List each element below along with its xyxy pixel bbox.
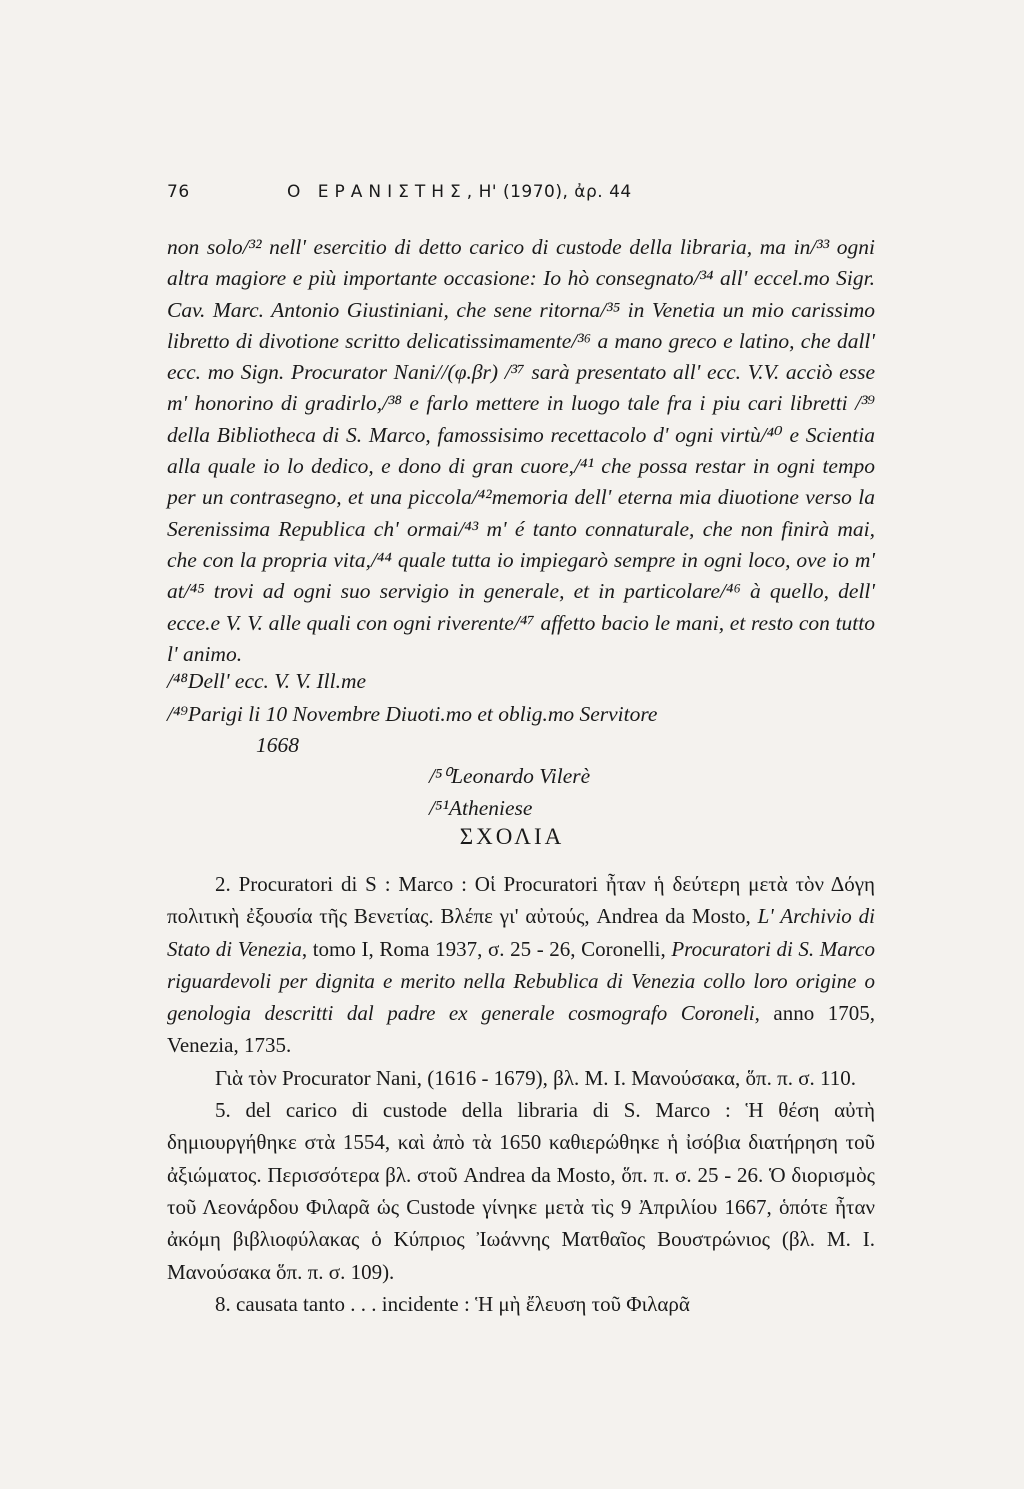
scholia-heading: ΣΧΟΛΙΑ bbox=[459, 824, 565, 849]
letter-paragraph: non solo/³² nell' esercitio di detto carico di custode della libraria, ma in/³³ ogni altra magiore e più importante occasione: Io hò consegnato/³⁴ all' eccel.mo Sigr. Cav. Marc. Antonio Giustiniani, che sene ritorna/³⁵ in Venetia un mio carissimo libretto di divotione scritto delicatissimamente/³⁶ a mano greco e latino, che dall' ecc. mo Sign. Procurator Nani//(φ.βr) /³⁷ sarà presentato all' ecc. V.V. acciò esse m' honorino di gradirlo,/³⁸ e farlo mettere in luogo tale fra i piu cari libretti /³⁹ della Bibliotheca di S. Marco, famossisimo recettacolo d' ogni virtù/⁴⁰ e Scientia alla quale io lo dedico, e dono di gran cuore,/⁴¹ che possa restar in ogni tempo per un contrasegno, et una piccola/⁴²memoria dell' eterna mia diuotione verso la Serenissima Republica ch' ormai/⁴³ m' é tanto connaturale, che non finirà mai, che con la propria vita,/⁴⁴ quale tutta io impiegarò sempre in ogni loco, ove io m' at/⁴⁵ trovi ad ogni suo servigio in generale, et in particolare/⁴⁶ à quello, dell' ecce.e V. V. alle quali con ogni riverente/⁴⁷ affetto bacio le mani, et resto con tutto l' animo. bbox=[167, 235, 875, 666]
note-text: , tomo I, Roma 1937, σ. 25 - 26, Coronelli, bbox=[301, 936, 672, 961]
note-text: 2. Procuratori di S : Marco : Οἱ Procuratori ἦταν ἡ δεύτερη μετὰ τὸν Δόγη πολιτικὴ ἐξουσία τῆς Βενετίας. Βλέπε γι' αὐτούς, Andrea da Mosto, bbox=[167, 872, 875, 929]
note-italic: L' Archivio di Stato di Venezia bbox=[167, 904, 875, 961]
signature-name: /⁵⁰Leonardo Vilerè bbox=[429, 764, 591, 788]
year: 1668 bbox=[256, 733, 299, 757]
note-text: , anno 1705, Venezia, 1735. bbox=[167, 1001, 875, 1058]
notes-section bbox=[167, 868, 875, 1320]
note-italic: Procuratori di S. Marco riguardevoli per dignita e merito nella Rebublica di Venezia collo loro origine o genologia descritti dal padre ex generale cosmografo Coroneli bbox=[167, 936, 875, 1026]
journal-title: Ο ΕΡΑΝΙΣΤΗΣ bbox=[287, 182, 467, 202]
signature-origin: /⁵¹Atheniese bbox=[429, 796, 533, 820]
running-header bbox=[167, 182, 867, 202]
note-2-continued: Γιὰ τὸν Procurator Nani, (1616 - 1679), βλ. Μ. Ι. Μανούσακα, ὅπ. π. σ. 110. bbox=[215, 1065, 856, 1090]
date-line: /⁴⁹Parigi li 10 Novembre Diuoti.mo et oblig.mo Servitore bbox=[167, 702, 658, 726]
page-number: 76 bbox=[167, 182, 190, 202]
note-8: 8. causata tanto . . . incidente : Ἡ μὴ ἔλευση τοῦ Φιλαρᾶ bbox=[215, 1291, 690, 1316]
closing-line: /⁴⁸Dell' ecc. V. V. Ill.me bbox=[167, 669, 367, 693]
note-5: 5. del carico di custode della libraria di S. Marco : Ἡ θέση αὐτὴ δημιουργήθηκε στὰ 1554, καὶ ἀπὸ τὰ 1650 καθιερώθηκε ἡ ἰσόβια διατήρηση τοῦ ἀξιώματος. Περισσότερα βλ. στοῦ Andrea da Mosto, ὅπ. π. σ. 25 - 26. Ὁ διορισμὸς τοῦ Λεονάρδου Φιλαρᾶ ὡς Custode γίνηκε μετὰ τὶς 9 Ἀπριλίου 1667, ὁπότε ἦταν ἀκόμη βιβλιοφύλακας ὁ Κύπριος Ἰωάννης Ματθαῖος Βουστρώνιος (βλ. Μ. Ι. Μανούσακα ὅπ. π. σ. 109). bbox=[167, 1098, 875, 1284]
note-2 bbox=[167, 868, 875, 1062]
volume-info: , Η' (1970), ἀρ. 44 bbox=[466, 182, 632, 202]
letter-text bbox=[167, 232, 875, 670]
